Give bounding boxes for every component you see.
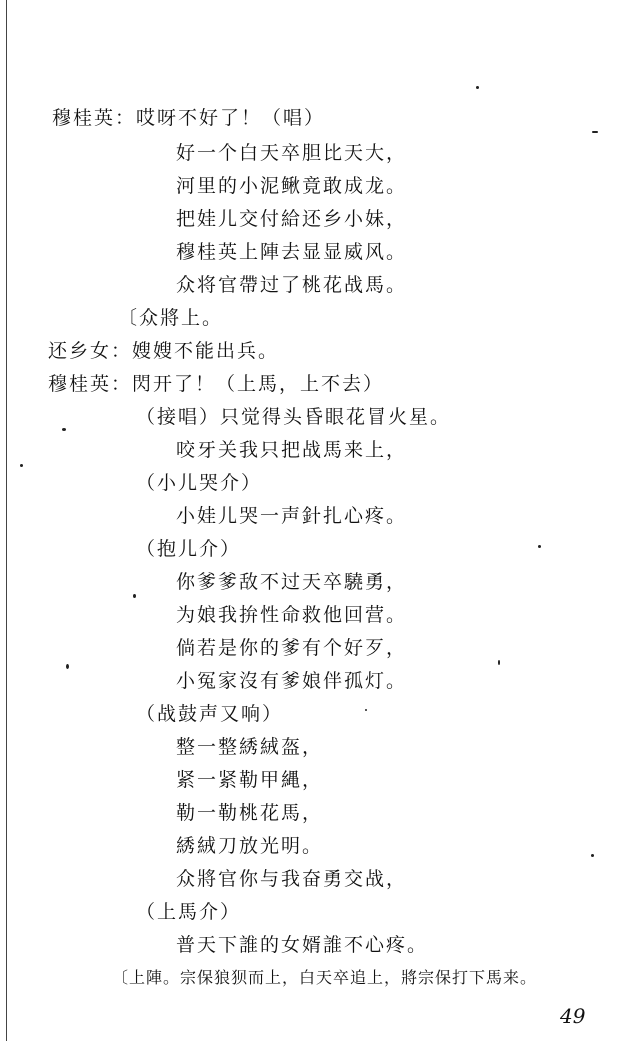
print-speck <box>591 854 594 857</box>
text-line: 倘若是你的爹有个好歹， <box>176 637 408 659</box>
text-line: 咬牙关我只把战馬来上， <box>176 439 408 461</box>
print-speck <box>20 464 23 467</box>
text-line: 整一整綉絨盔， <box>176 736 324 758</box>
text-line: 河里的小泥鳅竟敢成龙。 <box>176 175 408 197</box>
text-line: 为娘我拚性命救他回营。 <box>176 604 408 626</box>
stage-direction: （小儿哭介） <box>136 472 263 494</box>
print-speck <box>476 86 479 89</box>
text-line: 穆桂英：哎呀不好了！（唱） <box>52 107 326 129</box>
text-line: 好一个白天卒胆比天大， <box>176 142 408 164</box>
text-line: 小冤家沒有爹娘伴孤灯。 <box>176 670 408 692</box>
text-line: 还乡女：嫂嫂不能出兵。 <box>48 340 280 362</box>
text-line: 紧一紧勒甲縄， <box>176 769 324 791</box>
text-line: 穆桂英上陣去显显威风。 <box>176 241 408 263</box>
text-line: 穆桂英：閃开了！（上馬，上不去） <box>48 373 385 395</box>
stage-direction: 〔众將上。 <box>118 307 224 329</box>
print-speck <box>498 660 500 665</box>
stage-direction: （抱儿介） <box>136 538 242 560</box>
page-number: 49 <box>560 1004 586 1028</box>
text-line: 众將官你与我奋勇交战， <box>176 868 408 890</box>
text-line: 勒一勒桃花馬， <box>176 802 324 824</box>
text-line: 小娃儿哭一声針扎心疼。 <box>176 505 408 527</box>
stage-direction: （上馬介） <box>136 901 242 923</box>
print-speck <box>62 428 66 431</box>
page-binding-edge <box>6 0 7 1041</box>
text-line: （接唱）只觉得头昏眼花冒火星。 <box>136 406 452 428</box>
stage-direction: （战鼓声又响） <box>136 703 284 725</box>
text-line: 众将官帶过了桃花战馬。 <box>176 274 408 296</box>
text-line: 你爹爹敌不过天卒驍勇， <box>176 571 408 593</box>
print-speck <box>365 709 367 711</box>
print-speck <box>538 545 541 548</box>
print-speck <box>66 664 69 669</box>
text-line: 普天下誰的女婿誰不心疼。 <box>176 934 429 956</box>
text-line: 把娃儿交付給还乡小妹， <box>176 208 408 230</box>
stage-direction: 〔上陣。宗保狼狈而上，白天卒追上，將宗保打下馬来。 <box>112 968 538 987</box>
print-speck <box>592 131 598 133</box>
text-line: 綉絨刀放光明。 <box>176 835 324 857</box>
print-speck <box>133 594 136 598</box>
